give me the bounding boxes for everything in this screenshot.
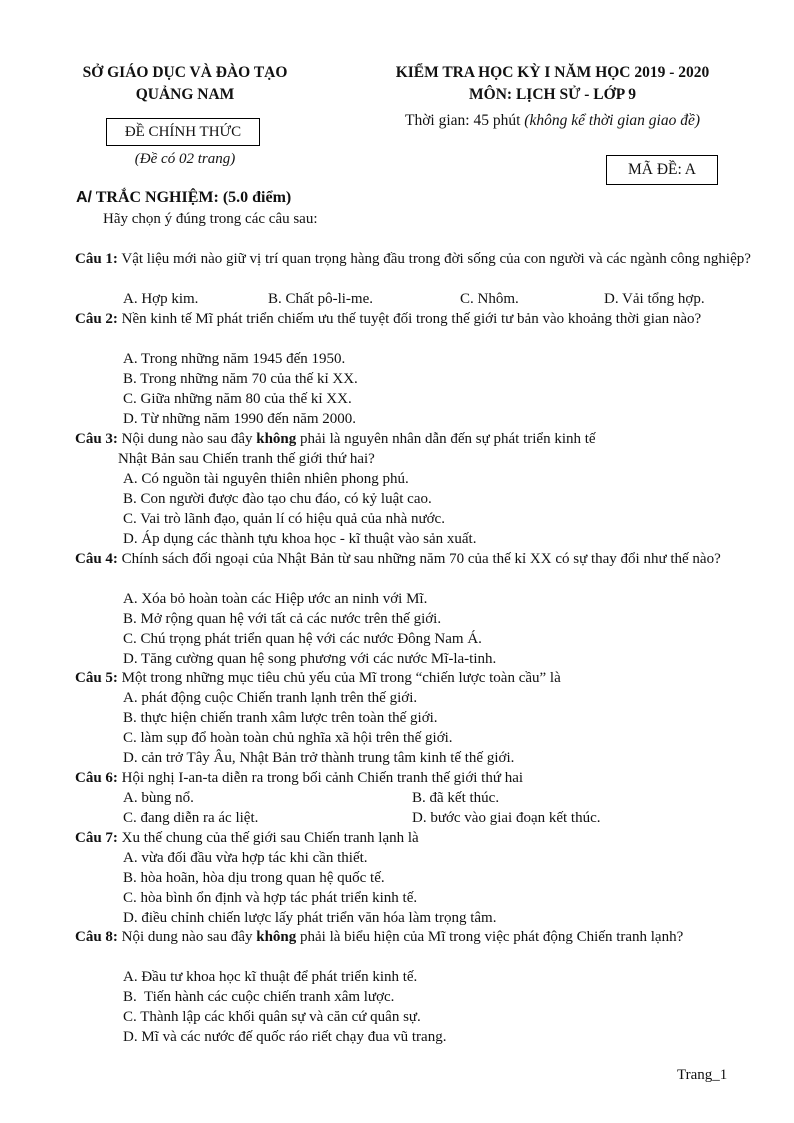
question-line-1 [75,828,419,848]
exam-title: KIỂM TRA HỌC KỲ I NĂM HỌC 2019 - 2020 [395,64,710,81]
option-b: B. thực hiện chiến tranh xâm lược trên toàn thế giới. [123,710,438,726]
section-instruction: Hãy chọn ý đúng trong các câu sau: [103,211,318,227]
official-label: ĐỀ CHÍNH THỨC [106,118,260,146]
question-line-2: Nhật Bản sau Chiến tranh thế giới thứ hai? [118,451,375,467]
time-label: Thời gian: 45 phút [405,112,525,129]
option-c: C. hòa bình ổn định và hợp tác phát triển kinh tế. [123,890,418,906]
question-text: Hội nghị I-an-ta diễn ra trong bối cảnh Chiến tranh thế giới thứ hai [117,770,524,786]
question-6 [75,768,737,828]
question-5 [75,668,737,768]
question-text: Chính sách đối ngoại của Nhật Bản từ sau những năm 70 của thế kỉ XX có sự thay đổi như thế nào? [117,551,721,567]
option-c: C. Nhôm. [460,291,519,307]
question-number: Câu 7: [75,830,118,846]
option-a: A. Đầu tư khoa học kĩ thuật để phát triển kinh tế. [123,969,418,985]
option-a: A. Xóa bỏ hoàn toàn các Hiệp ước an ninh với Mĩ. [123,591,428,607]
option-d: D. cản trở Tây Âu, Nhật Bản trở thành trung tâm kinh tế thế giới. [123,750,515,766]
question-number: Câu 4: [75,551,118,567]
option-c: C. làm sụp đổ hoàn toàn chủ nghĩa xã hội trên thế giới. [123,730,453,746]
option-a: A. Hợp kim. [123,291,199,307]
question-4 [75,549,737,669]
question-text: Một trong những mục tiêu chủ yếu của Mĩ trong “chiến lược toàn cầu” là [117,670,561,686]
option-b: B. Chất pô-li-me. [268,291,373,307]
option-a: A. phát động cuộc Chiến tranh lạnh trên thế giới. [123,690,418,706]
option-d: D. Từ những năm 1990 đến năm 2000. [123,411,357,427]
question-number: Câu 3: [75,431,118,447]
province-name: QUẢNG NAM [135,86,235,103]
time-note: (không kể thời gian giao đề) [524,112,700,129]
question-number: Câu 5: [75,670,118,686]
option-a: A. vừa đối đầu vừa hợp tác khi cần thiết. [123,850,368,866]
option-d: D. Áp dụng các thành tựu khoa học - kĩ thuật vào sản xuất. [123,531,477,547]
option-b: B. đã kết thúc. [412,790,500,806]
question-emphasis: không [256,929,297,945]
question-7 [75,828,737,928]
question-text-cont: phải là nguyên nhân dẫn đến sự phát triển kinh tế [296,431,596,447]
option-d: D. bước vào giai đoạn kết thúc. [412,810,601,826]
question-text: Vật liệu mới nào giữ vị trí quan trọng hàng đầu trong đời sống của con người và các ngành công nghiệp? [117,251,751,267]
pages-note: (Đề có 02 trang) [134,151,236,167]
option-a: A. Có nguồn tài nguyên thiên nhiên phong phú. [123,471,409,487]
time-line [355,112,750,130]
question-number: Câu 8: [75,929,118,945]
question-line-1 [75,768,523,788]
option-d: D. điều chỉnh chiến lược lấy phát triển văn hóa làm trọng tâm. [123,910,497,926]
question-text: Nội dung nào sau đây [117,431,257,447]
question-line-1 [75,429,596,449]
question-text: Nội dung nào sau đây [117,929,257,945]
option-b: B. Con người được đào tạo chu đáo, có kỷ luật cao. [123,491,432,507]
question-text-cont: phải là biểu hiện của Mĩ trong việc phát động Chiến tranh lạnh? [296,929,684,945]
option-d: D. Vải tổng hợp. [604,291,705,307]
exam-code-box [606,155,718,185]
option-c: C. Thành lập các khối quân sự và căn cứ quân sự. [123,1009,421,1025]
question-2 [75,309,737,429]
option-b: B. Tiến hành các cuộc chiến tranh xâm lược. [123,989,395,1005]
option-a: A. bùng nổ. [123,790,194,806]
option-c: C. Giữa những năm 80 của thế kỉ XX. [123,391,352,407]
option-b: B. Mở rộng quan hệ với tất cả các nước trên thế giới. [123,611,442,627]
question-text: Nền kinh tế Mĩ phát triển chiếm ưu thế tuyệt đối trong thế giới tư bản vào khoảng thời gian nào? [117,311,702,327]
section-title [76,189,291,207]
question-line-1 [75,668,561,688]
option-b: B. hòa hoãn, hòa dịu trong quan hệ quốc tế. [123,870,385,886]
question-number: Câu 1: [75,251,118,267]
department-name: SỞ GIÁO DỤC VÀ ĐÀO TẠO [82,64,288,81]
exam-code: MÃ ĐỀ: A [606,155,718,185]
option-c: C. đang diễn ra ác liệt. [123,810,259,826]
option-c: C. Chú trọng phát triển quan hệ với các nước Đông Nam Á. [123,631,482,647]
page-number: Trang_1 [677,1067,728,1083]
option-c: C. Vai trò lãnh đạo, quản lí có hiệu quả của nhà nước. [123,511,445,527]
option-b: B. Trong những năm 70 của thế kỉ XX. [123,371,358,387]
section-title-text: TRẮC NGHIỆM: (5.0 điểm) [92,189,292,206]
question-emphasis: không [256,431,297,447]
question-number: Câu 6: [75,770,118,786]
question-3 [75,429,737,549]
question-text: Xu thế chung của thế giới sau Chiến tranh lạnh là [117,830,419,846]
question-8 [75,927,737,1047]
subject-line: MÔN: LỊCH SỬ - LỚP 9 [469,86,636,103]
question-1 [75,249,751,309]
section-prefix: A/ [76,189,92,206]
option-a: A. Trong những năm 1945 đến 1950. [123,351,346,367]
official-box [106,118,260,146]
question-number: Câu 2: [75,311,118,327]
option-d: D. Mĩ và các nước đế quốc ráo riết chạy đua vũ trang. [123,1029,447,1045]
option-d: D. Tăng cường quan hệ song phương với các nước Mĩ-la-tinh. [123,651,497,667]
